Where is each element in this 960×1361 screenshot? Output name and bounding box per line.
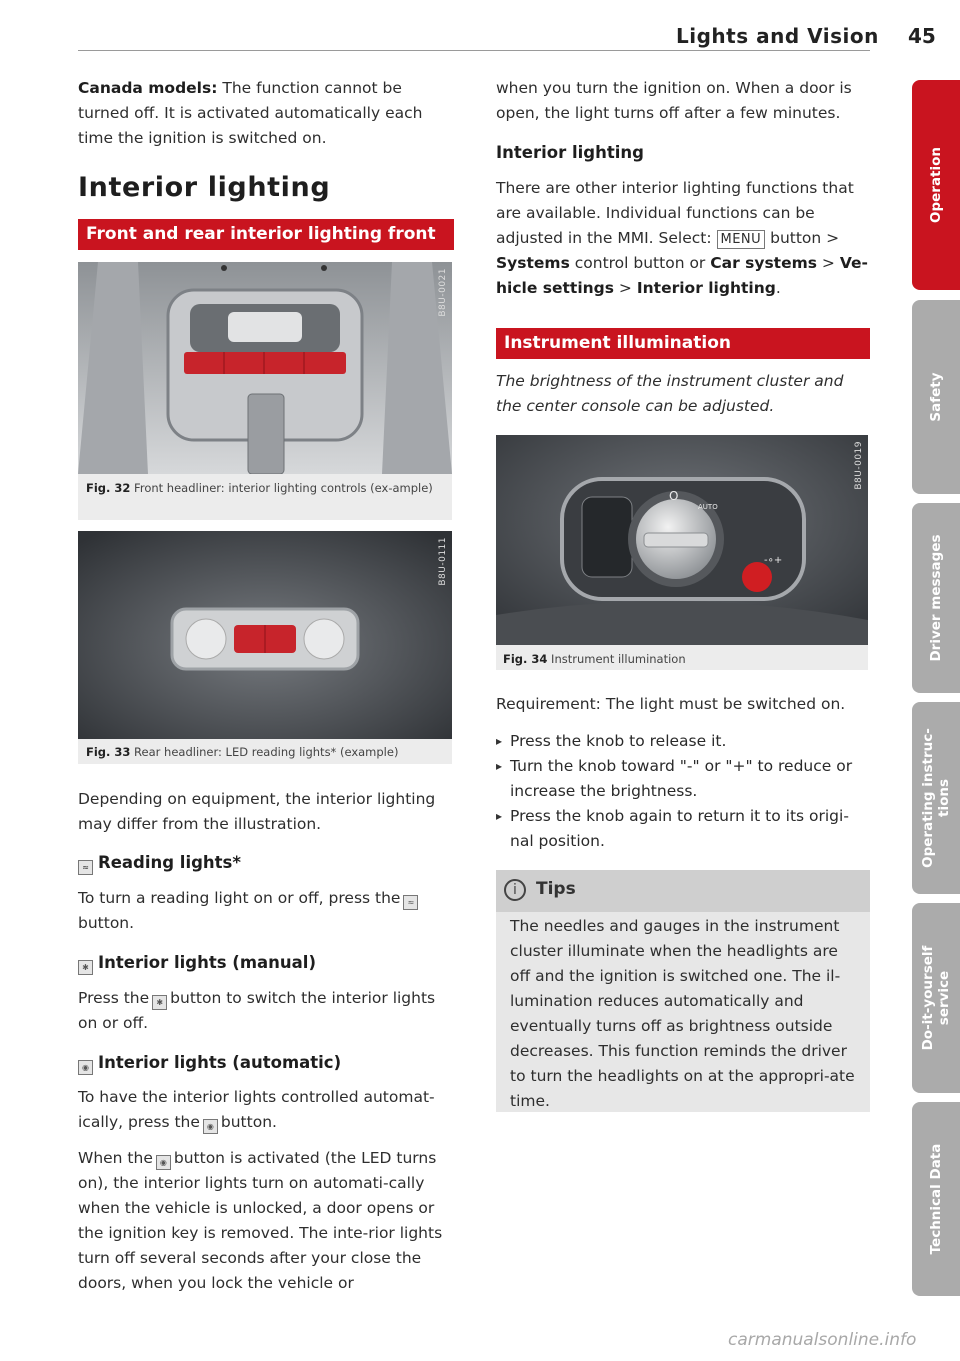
page-number: 45 xyxy=(908,24,936,48)
figure-34-code: B8U-0019 xyxy=(854,441,864,490)
reading-text-a: To turn a reading light on or off, press the xyxy=(78,889,401,907)
auto-paragraph xyxy=(78,1085,454,1135)
interior-light-auto-icon-inline-2: ◉ xyxy=(156,1155,171,1170)
watermark: carmanualsonline.info xyxy=(728,1330,917,1350)
interior-light-auto-icon-inline: ◉ xyxy=(203,1119,218,1134)
tab-driver-messages[interactable]: Driver messages xyxy=(912,503,960,693)
interior-lighting-paragraph xyxy=(496,176,870,301)
depending-paragraph: Depending on equipment, the interior lighting may differ from the illustration. xyxy=(78,790,436,833)
interior-lighting-label: Interior lighting xyxy=(636,279,776,297)
interior-lighting-subheading: Interior lighting xyxy=(496,143,644,162)
fig34-label-minus-plus: -∘+ xyxy=(764,555,783,566)
tips-text: The needles and gauges in the instrument cluster illuminate when the headlights are off and the ignition is switched one. The il-lumination reduces automatically and eventually turns off as brightness outside decreases. This function reminds the driver to turn the headlights on at the appropri-ate time. xyxy=(510,917,855,1110)
manual-text-b: button to switch the interior lights on or off. xyxy=(78,989,436,1032)
reading-text-b: button. xyxy=(78,914,135,932)
car-systems-label: Car systems xyxy=(710,254,817,272)
tips-title: Tips xyxy=(536,879,576,899)
separator-1: > xyxy=(821,254,835,272)
interior-light-manual-icon: ✱ xyxy=(78,960,93,975)
instrument-intro: The brightness of the instrument cluster and the center console can be adjusted. xyxy=(496,372,844,415)
manual-text-a: Press the xyxy=(78,989,150,1007)
tab-technical-data[interactable]: Technical Data xyxy=(912,1102,960,1296)
figure-33-caption xyxy=(86,743,450,762)
figure-34-text: Instrument illumination xyxy=(547,652,686,666)
reading-light-icon-inline: ≈ xyxy=(403,895,418,910)
canada-paragraph xyxy=(78,76,454,151)
canada-text: The function cannot be turned off. It is activated automatically each time the ignition is switched on. xyxy=(78,79,423,147)
when-text-b: button is activated (the LED turns on), the interior lights turn on automati-cally when the vehicle is unlocked, a door opens or the ignition key is removed. The inte-rior lights turn off several seconds after your close the doors, when you lock the vehicle or xyxy=(78,1149,443,1292)
manual-lights-heading xyxy=(78,953,454,975)
interior-text-a: There are other interior lighting functions that are available. Individual functions can be adjusted in the MMI. Select: xyxy=(496,179,854,247)
steps-list xyxy=(510,729,870,854)
canada-label: Canada models: xyxy=(78,79,218,97)
when-paragraph xyxy=(78,1146,454,1296)
light-switch-illustration xyxy=(496,435,868,645)
auto-text-b: button. xyxy=(220,1113,277,1131)
reading-lights-title: Reading lights* xyxy=(98,853,242,872)
continued-paragraph: when you turn the ignition on. When a door is open, the light turns off after a few minutes. xyxy=(496,79,852,122)
figure-34-image xyxy=(496,435,868,645)
tips-header xyxy=(496,870,870,912)
interior-light-manual-icon-inline: ✱ xyxy=(152,995,167,1010)
subsection-bar: Front and rear interior lighting front xyxy=(78,219,454,250)
fig34-label-auto: AUTO xyxy=(698,503,718,511)
auto-lights-heading xyxy=(78,1053,454,1075)
menu-key: MENU xyxy=(717,230,766,249)
interior-text-b: button > xyxy=(770,229,840,247)
figure-33-image xyxy=(78,531,452,739)
interior-light-auto-icon: ◉ xyxy=(78,1060,93,1075)
figure-32-text: Front headliner: interior lighting controls (ex-ample) xyxy=(130,481,433,495)
tab-safety[interactable]: Safety xyxy=(912,300,960,494)
instrument-illumination-bar: Instrument illumination xyxy=(496,328,870,359)
tab-operation[interactable]: Operation xyxy=(912,80,960,290)
figure-34-number: Fig. 34 xyxy=(503,652,548,666)
fig34-label-o: O xyxy=(669,489,679,503)
manual-lights-title: Interior lights (manual) xyxy=(98,953,316,972)
auto-lights-title: Interior lights (automatic) xyxy=(98,1053,342,1072)
section-title: Interior lighting xyxy=(78,172,331,203)
tips-box xyxy=(496,870,870,1112)
requirement-text: Requirement: The light must be switched on. xyxy=(496,695,846,713)
reading-light-icon: ≈ xyxy=(78,860,93,875)
figure-32-caption xyxy=(86,479,446,498)
reading-lights-heading xyxy=(78,853,454,875)
manual-paragraph xyxy=(78,986,454,1036)
separator-2: > xyxy=(618,279,632,297)
figure-34-caption xyxy=(503,650,863,669)
auto-text-a: To have the interior lights controlled automat-ically, press the xyxy=(78,1088,435,1131)
tab-operating-instructions[interactable]: Operating instruc-tions xyxy=(912,702,960,894)
header-rule xyxy=(78,50,870,51)
figure-32-code: B8U-0021 xyxy=(438,268,448,317)
rear-headliner-illustration xyxy=(78,531,452,739)
step-item: ▸ Press the knob to release it. xyxy=(510,729,870,754)
when-text-a: When the xyxy=(78,1149,153,1167)
vehicle-settings-label: Ve-hicle settings xyxy=(496,254,868,297)
control-text: control button or xyxy=(574,254,706,272)
figure-32-image xyxy=(78,262,452,474)
figure-32-number: Fig. 32 xyxy=(86,481,131,495)
step-item: ▸ Press the knob again to return it to its origi-nal position. xyxy=(510,804,870,854)
figure-33-text: Rear headliner: LED reading lights* (example) xyxy=(130,745,399,759)
info-icon: i xyxy=(504,879,526,901)
figure-33-number: Fig. 33 xyxy=(86,745,131,759)
running-header-title: Lights and Vision xyxy=(676,24,879,48)
step-item: ▸ Turn the knob toward "-" or "+" to reduce or increase the brightness. xyxy=(510,754,870,804)
tab-do-it-yourself[interactable]: Do-it-yourself service xyxy=(912,903,960,1093)
period: . xyxy=(775,279,781,297)
systems-label: Systems xyxy=(496,254,570,272)
figure-33-code: B8U-0111 xyxy=(438,537,448,586)
front-headliner-illustration xyxy=(78,262,452,474)
reading-paragraph xyxy=(78,886,454,936)
